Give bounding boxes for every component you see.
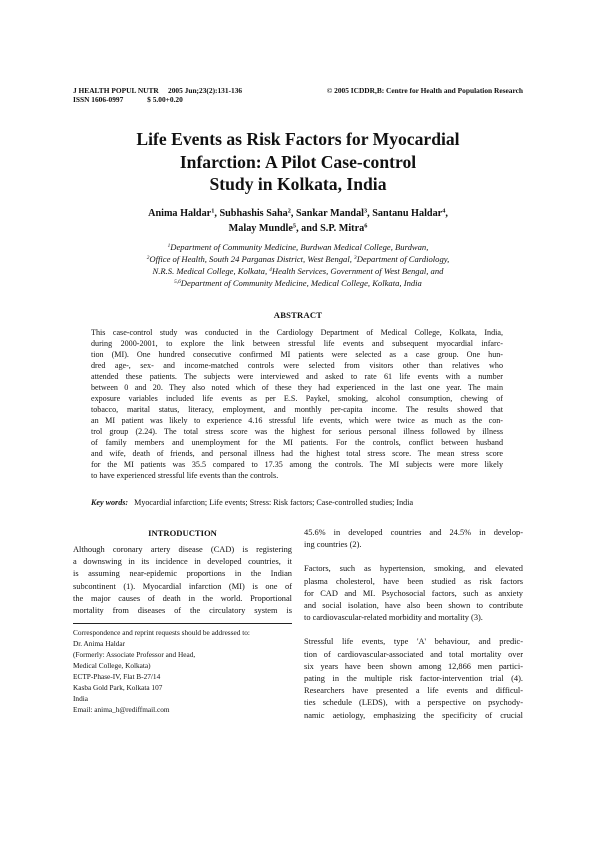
text-line: for CAD and MI. Psychosocial factors, such as anxiety (304, 588, 523, 598)
text-line: ing countries (2). (304, 540, 362, 550)
title-line: Life Events as Risk Factors for Myocardial (136, 129, 460, 149)
abstract-line: attended these patients. The subjects were interviewed and asked to rate 61 life events with a number (91, 372, 503, 381)
abstract-body (91, 327, 503, 481)
text-line: Stressful life events, type 'A' behaviour, and predic- (304, 637, 523, 647)
author-separator: , (290, 208, 296, 219)
text-line: ties schedule (LEDS), with a perspective on psychody- (304, 698, 523, 708)
text-line: Researchers have presented a life events and difficul- (304, 686, 523, 696)
author-affiliation-mark: 3 (364, 207, 368, 215)
correspondence-footnote (73, 627, 298, 715)
correspondence-line: Medical College, Kolkata) (73, 661, 151, 670)
author-name: Subhashis Saha (219, 208, 288, 219)
article-title (60, 128, 536, 196)
intro-paragraph (304, 636, 523, 721)
text-line: a downswing in its incidence in developed countries, it (73, 557, 292, 567)
abstract-line: dred age-, sex- and income-matched controls were selected from visitors other than relatives who (91, 361, 503, 370)
correspondence-line: Dr. Anima Haldar (73, 639, 126, 648)
author-list (60, 207, 536, 236)
affiliation-text: Department of Community Medicine, Medical College, Kolkata, India (180, 278, 422, 288)
footnote-divider (73, 623, 292, 624)
abstract-line: of family members and unemployment for the MI patients. For the controls, conflict between husband (91, 438, 503, 447)
text-line: six years have been shown among 12,866 men partici- (304, 661, 523, 671)
affiliation-text: Office of Health, South 24 Parganas District, West Bengal, (149, 254, 355, 264)
affiliation-line (60, 265, 536, 277)
affiliations (60, 241, 536, 289)
author-separator: , and (296, 222, 321, 234)
author-affiliation-mark: 5 (292, 222, 297, 230)
abstract-line: during 2000-2001, to explore the link between stressful life events and subsequent myocardial infarc- (91, 339, 503, 348)
author-separator: , (214, 208, 220, 219)
author-affiliation-mark: 1 (211, 207, 215, 215)
author-affiliation-mark: 4 (442, 207, 446, 215)
keywords-text: Myocardial infarction; Life events; Stress: Risk factors; Case-controlled studies; India (134, 498, 414, 507)
keywords-label: Key words: (91, 498, 129, 507)
correspondence-line: Email: anima_h@rediffmail.com (73, 705, 170, 714)
text-line: to cardiovascular-related morbidity and mortality (3). (304, 613, 483, 623)
correspondence-line: India (73, 694, 88, 703)
author-line (60, 222, 536, 237)
text-line: namic aetiology, emphasizing the specificity of crucial (304, 710, 523, 720)
affiliation-mark: 4 (269, 267, 272, 274)
author-name: Sankar Mandal (295, 208, 365, 219)
intro-paragraph (304, 563, 523, 624)
correspondence-line: ECTP-Phase-IV, Flat B-27/14 (73, 672, 161, 681)
text-line: the major causes of death in the world. Proportional (73, 593, 292, 603)
abstract-line: to have experienced stressful life events than the controls. (91, 471, 279, 480)
affiliation-text: Department of Cardiology, (356, 254, 450, 264)
journal-name: J HEALTH POPUL NUTR (73, 86, 159, 95)
text-line: Factors, such as hypertension, smoking, and elevated (304, 564, 523, 574)
affiliation-text: Health Services, Government of West Bengal, and (271, 266, 444, 276)
abstract-heading: ABSTRACT (273, 310, 323, 320)
author-affiliation-mark: 6 (364, 222, 368, 230)
title-line: Study in Kolkata, India (209, 174, 387, 194)
author-name: Santanu Haldar (372, 208, 443, 219)
text-line: pating in the multiple risk factor-intervention trial (4). (304, 674, 523, 684)
introduction-heading: INTRODUCTION (148, 528, 217, 538)
abstract-line: an MI patient was likely to experience 4.16 stressful life events, which were twice as much as the con- (91, 416, 503, 425)
text-line: subcontinent (1). Myocardial infarction (MI) is one of (73, 581, 292, 591)
abstract-line: This case-control study was conducted in the Cardiology Department of Medical College, Kolkata, India, (91, 328, 503, 337)
abstract-line: tobacco, marital status, literacy, employment, and monthly per-capita income. The results showed that (91, 405, 503, 414)
correspondence-line: (Formerly: Associate Professor and Head, (73, 650, 196, 659)
author-line (60, 207, 536, 222)
correspondence-line: Kasba Gold Park, Kolkata 107 (73, 683, 163, 692)
intro-paragraph (73, 544, 292, 617)
affiliation-mark: 2 (146, 255, 150, 262)
price: $ 5.00+0.20 (147, 95, 183, 104)
abstract-line: trol group (2.24). The total stress score was the highest for serious personal illness followed by illness (91, 427, 503, 436)
affiliation-mark: 5,6 (174, 279, 181, 286)
affiliation-mark: 3 (354, 255, 357, 262)
copyright-notice: © 2005 ICDDR,B: Centre for Health and Population Research (326, 86, 523, 95)
author-name: Malay Mundle (228, 222, 293, 234)
title-line: Infarction: A Pilot Case-control (179, 151, 417, 172)
text-line: mortality from diseases of the circulatory system is (73, 606, 292, 616)
keywords (91, 498, 511, 507)
abstract-line: and wife, death of friends, and personal illness had the highest total stress score. The mean stress score (91, 449, 503, 458)
left-column (73, 527, 292, 617)
affiliation-text: Department of Community Medicine, Burdwan Medical College, Burdwan, (170, 242, 429, 252)
author-separator: , (367, 208, 373, 219)
text-line: plasma cholesterol, have been studied as risk factors (304, 576, 523, 586)
affiliation-line (60, 241, 536, 253)
text-line: is assuming near-epidemic proportions in the Indian (73, 569, 292, 579)
abstract-line: between 0 and 20. They also noted which of these they had experienced in the last one year. The main (91, 383, 503, 392)
text-line: tion of cardiovascular-associated and total mortality over (304, 649, 523, 659)
right-column (304, 527, 523, 722)
abstract-line: for the MI patients was 35.5 compared to 17.35 among the controls. The MI subjects were more likely (91, 460, 503, 469)
author-affiliation-mark: 2 (287, 207, 291, 215)
journal-citation: 2005 Jun;23(2):131-136 (168, 86, 243, 95)
abstract-line: tion (MI). One hundred consecutive confirmed MI patients were selected as a case group. One hun- (91, 350, 503, 359)
issn: ISSN 1606-0997 (73, 95, 124, 104)
text-line: and social isolation, have also been shown to contribute (304, 601, 523, 611)
author-separator: , (445, 208, 448, 219)
affiliation-mark: 1 (167, 243, 171, 250)
correspondence-line: Correspondence and reprint requests should be addressed to: (73, 628, 250, 637)
text-line: Although coronary artery disease (CAD) is registering (73, 545, 292, 554)
journal-header (73, 86, 523, 104)
affiliation-line (60, 253, 536, 265)
author-name: S.P. Mitra (320, 222, 365, 234)
text-line: 45.6% in developed countries and 24.5% in develop- (304, 528, 523, 537)
intro-paragraph (304, 527, 523, 551)
affiliation-text: N.R.S. Medical College, Kolkata, (152, 266, 270, 276)
abstract-line: exposure variables included life events as per E.S. Paykel, smoking, alcohol consumption, chewing of (91, 394, 503, 403)
affiliation-line (60, 277, 536, 289)
author-name: Anima Haldar (148, 208, 212, 219)
